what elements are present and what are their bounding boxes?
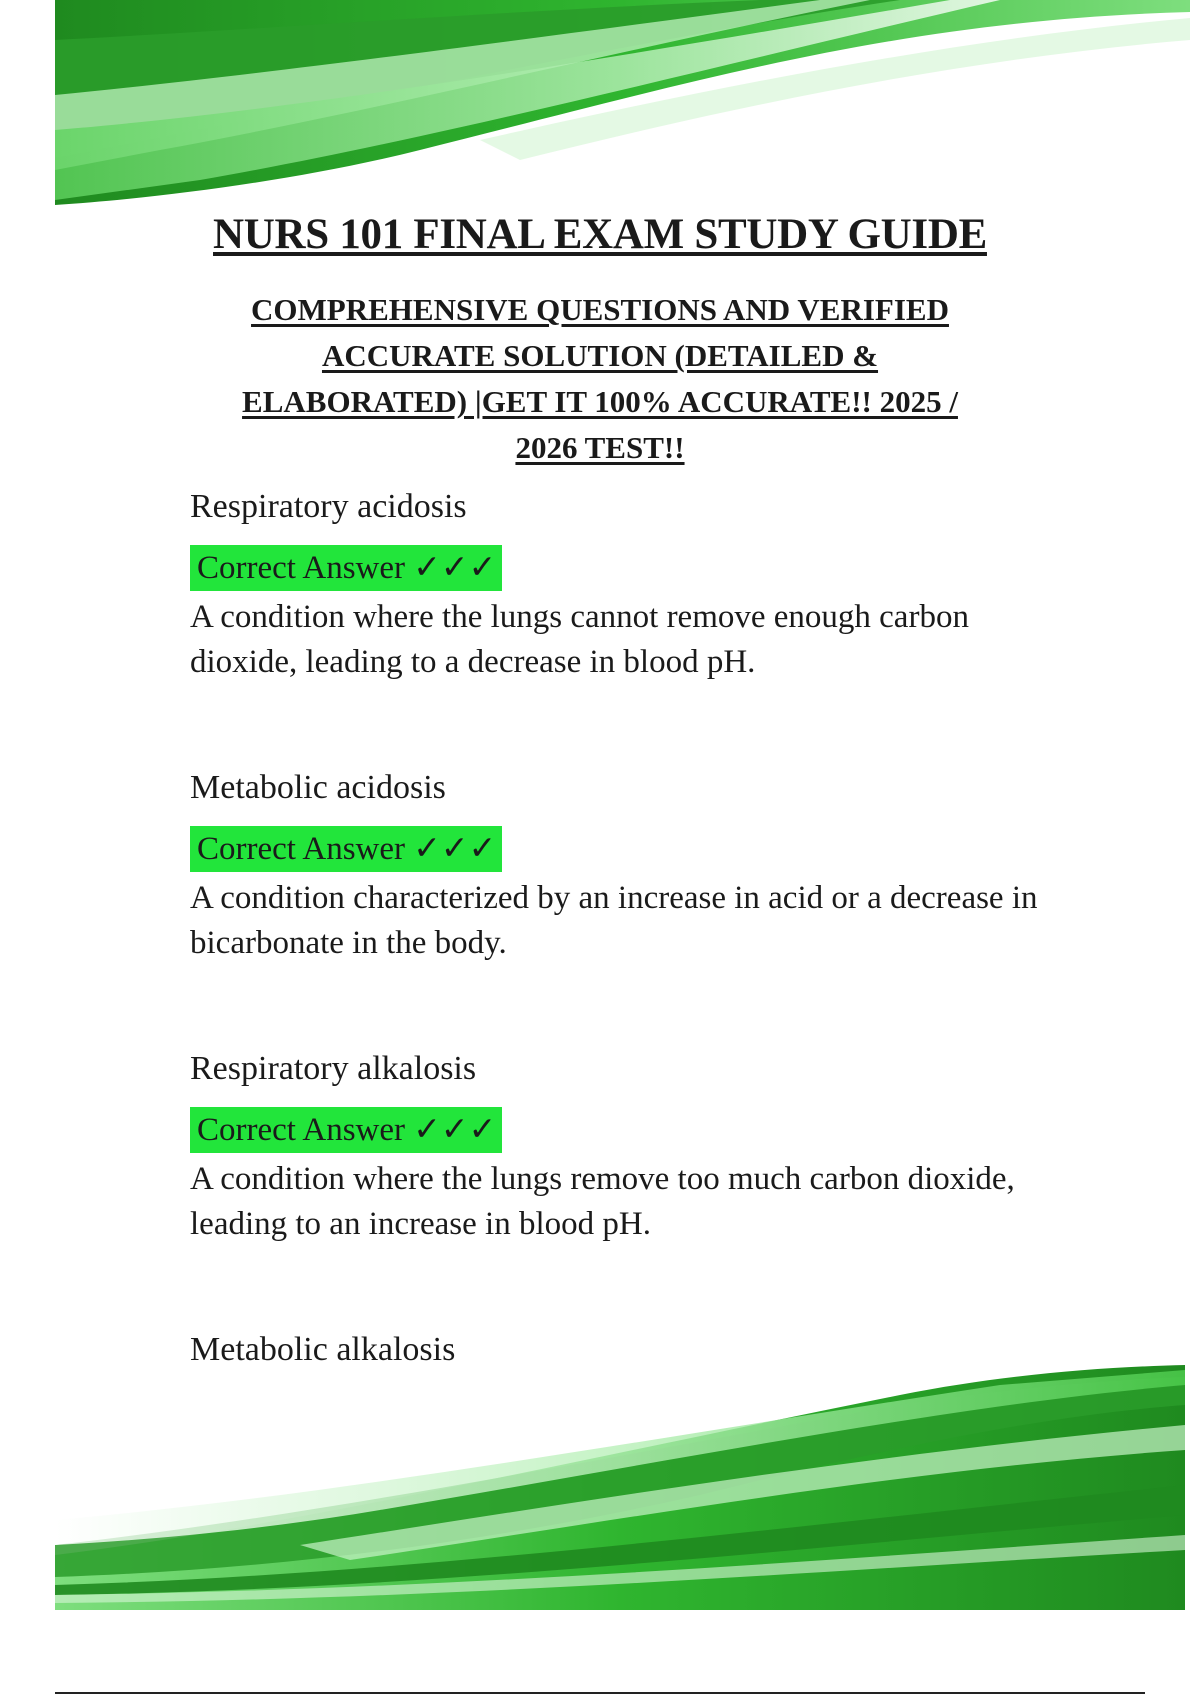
subtitle-line: ELABORATED) |GET IT 100% ACCURATE!! 2025 / <box>242 384 958 419</box>
answer-text: A condition where the lungs remove too much carbon dioxide, leading to an increase in blood pH. <box>190 1161 1015 1242</box>
subtitle-line: 2026 TEST!! <box>515 430 685 465</box>
qa-entry <box>190 768 1070 966</box>
correct-answer-badge: Correct Answer ✓✓✓ <box>190 545 502 591</box>
footer-divider <box>55 1692 1145 1694</box>
question-term: Metabolic acidosis <box>190 769 446 806</box>
subtitle-line: COMPREHENSIVE QUESTIONS AND VERIFIED <box>251 292 949 327</box>
correct-answer-badge: Correct Answer ✓✓✓ <box>190 1107 502 1153</box>
question-term: Respiratory alkalosis <box>190 1050 477 1087</box>
bottom-green-wave-banner <box>0 1345 1200 1610</box>
answer-text: A condition characterized by an increase in acid or a decrease in bicarbonate in the body. <box>190 880 1038 961</box>
correct-answer-badge: Correct Answer ✓✓✓ <box>190 826 502 872</box>
qa-entry <box>190 487 1070 685</box>
document-subtitle <box>200 287 1000 471</box>
document-title: NURS 101 FINAL EXAM STUDY GUIDE <box>213 211 987 258</box>
answer-text: A condition where the lungs cannot remove enough carbon dioxide, leading to a decrease in blood pH. <box>190 599 969 680</box>
top-green-wave-banner <box>0 0 1200 215</box>
question-term: Respiratory acidosis <box>190 488 467 525</box>
question-term: Metabolic alkalosis <box>190 1331 456 1368</box>
qa-entry <box>190 1049 1070 1247</box>
subtitle-line: ACCURATE SOLUTION (DETAILED & <box>321 338 879 373</box>
